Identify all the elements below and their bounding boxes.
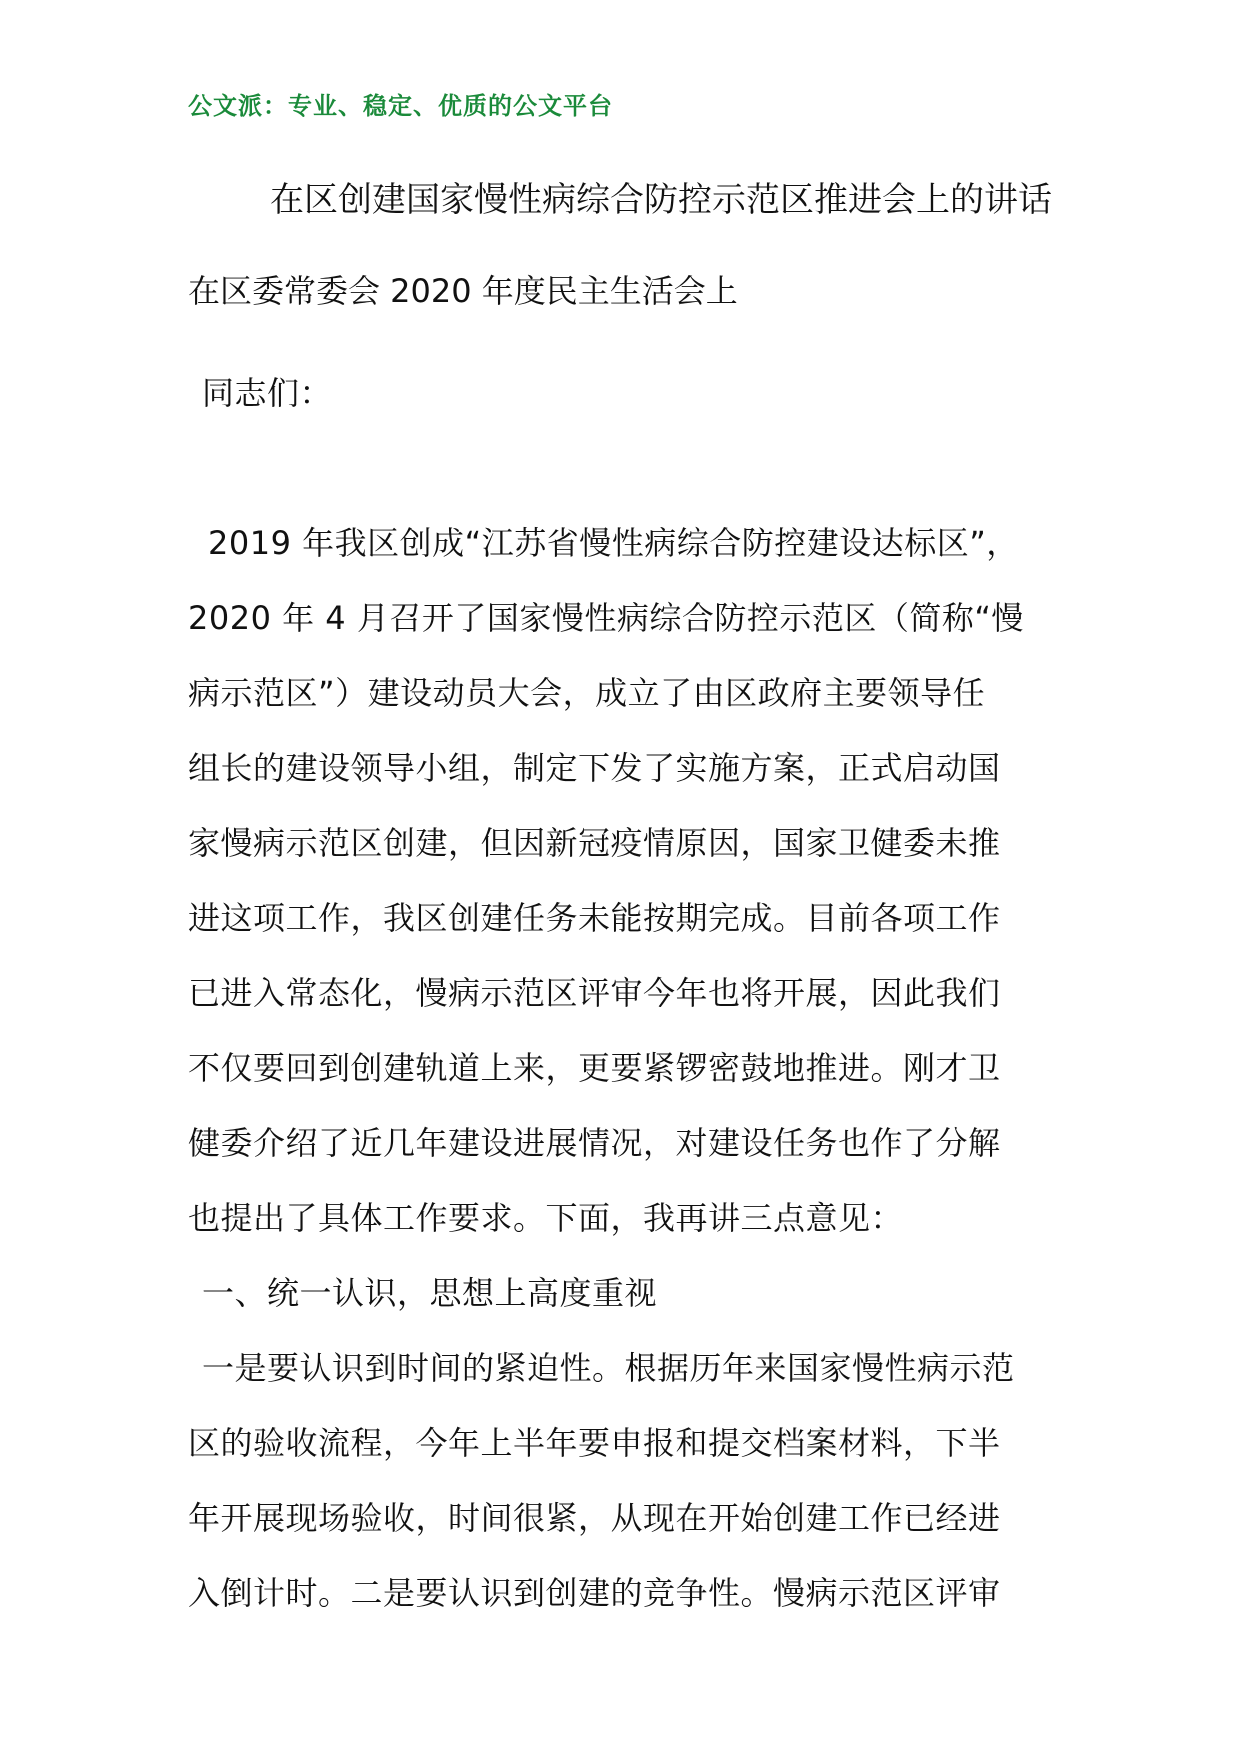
paragraph-line: 进这项工作，我区创建任务未能按期完成。目前各项工作	[188, 899, 1001, 937]
paragraph-line: 病示范区”）建设动员大会，成立了由区政府主要领导任	[188, 674, 986, 712]
paragraph-line: 年开展现场验收，时间很紧，从现在开始创建工作已经进	[188, 1499, 1001, 1537]
document-title: 在区创建国家慢性病综合防控示范区推进会上的讲话	[270, 180, 1052, 220]
paragraph-line: 健委介绍了近几年建设进展情况，对建设任务也作了分解	[188, 1124, 1001, 1162]
paragraph-line: 2020 年 4 月召开了国家慢性病综合防控示范区（简称“慢	[188, 599, 1024, 637]
document-body	[188, 356, 1068, 1631]
paragraph-line: 也提出了具体工作要求。下面，我再讲三点意见：	[188, 1199, 904, 1237]
paragraph-line: 已进入常态化，慢病示范区评审今年也将开展，因此我们	[188, 974, 1001, 1012]
greeting: 同志们：	[202, 374, 333, 412]
paragraph-1	[188, 506, 1068, 1256]
header-brand: 公文派：专业、稳定、优质的公文平台	[188, 91, 613, 120]
paragraph-line: 2019 年我区创成“江苏省慢性病综合防控建设达标区”，	[208, 524, 1019, 562]
paragraph-line: 不仅要回到创建轨道上来，更要紧锣密鼓地推进。刚才卫	[188, 1049, 1001, 1087]
paragraph-2	[188, 1331, 1068, 1631]
paragraph-line: 家慢病示范区创建，但因新冠疫情原因，国家卫健委未推	[188, 824, 1001, 862]
paragraph-line: 组长的建设领导小组，制定下发了实施方案，正式启动国	[188, 749, 1001, 787]
paragraph-line: 一是要认识到时间的紧迫性。根据历年来国家慢性病示范	[202, 1349, 1015, 1387]
paragraph-gap	[188, 431, 1068, 506]
document-subtitle: 在区委常委会 2020 年度民主生活会上	[188, 272, 738, 310]
paragraph-line: 区的验收流程，今年上半年要申报和提交档案材料，下半	[188, 1424, 1001, 1462]
section-heading: 一、统一认识，思想上高度重视	[202, 1274, 658, 1312]
paragraph-line: 入倒计时。二是要认识到创建的竞争性。慢病示范区评审	[188, 1574, 1001, 1612]
